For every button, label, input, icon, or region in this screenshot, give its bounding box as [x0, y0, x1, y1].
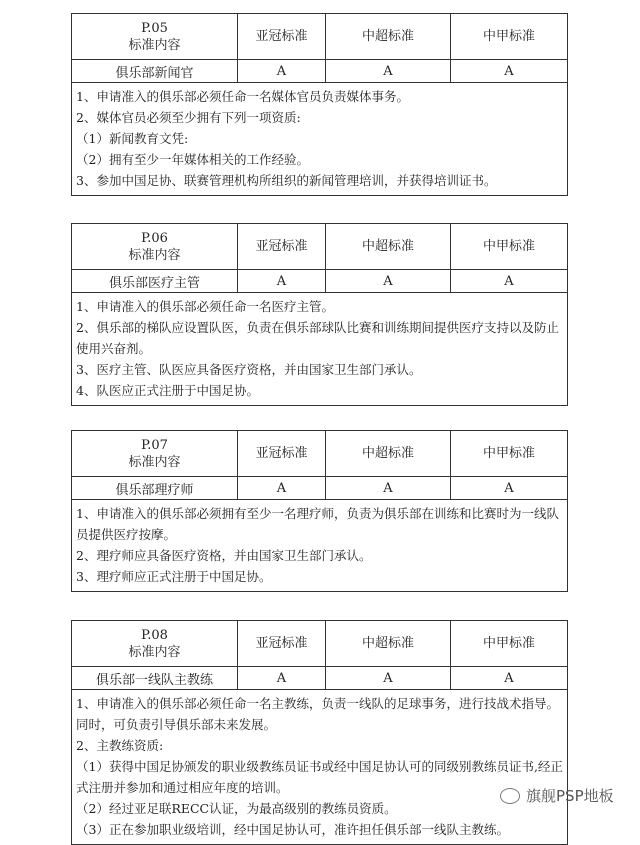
column-header-label: 亚冠标准	[255, 29, 308, 44]
column-header-label: 中超标准	[361, 446, 414, 461]
requirement-line: 3、医疗主管、队医应具备医疗资格，并由国家卫生部门承认。	[76, 362, 422, 377]
wechat-icon	[500, 788, 520, 804]
requirement-line: 1、申请准入的俱乐部必须任命一名医疗主管。	[76, 299, 334, 314]
requirements	[72, 690, 567, 844]
item-name: 俱乐部一线队主教练	[72, 667, 238, 689]
item-name: 俱乐部新闻官	[72, 60, 238, 82]
table-header	[72, 431, 567, 477]
column-header	[451, 224, 567, 269]
standard-table	[71, 430, 568, 592]
header-code-cell	[72, 14, 238, 59]
header-label: 标准内容	[128, 454, 181, 470]
column-header	[326, 431, 451, 476]
standard-table	[71, 620, 568, 845]
column-header	[238, 431, 326, 476]
requirement-line: 2、主教练资质:	[76, 738, 164, 753]
header-label: 标准内容	[128, 247, 181, 263]
requirement-line: 3、理疗师应正式注册于中国足协。	[76, 569, 272, 584]
grade-cell: A	[238, 270, 326, 292]
column-header	[451, 621, 567, 666]
table-header	[72, 14, 567, 60]
column-header	[238, 224, 326, 269]
column-header	[326, 14, 451, 59]
grade-cell: A	[238, 477, 326, 499]
header-code-cell	[72, 431, 238, 476]
column-header	[326, 224, 451, 269]
column-header	[451, 431, 567, 476]
column-header-label: 亚冠标准	[255, 636, 308, 651]
column-header-label: 中超标准	[361, 29, 414, 44]
grade-cell: A	[238, 60, 326, 82]
standard-code: P.06	[141, 230, 168, 246]
requirements	[72, 500, 567, 591]
grade-cell: A	[326, 477, 451, 499]
requirement-line: 1、申请准入的俱乐部必须任命一名主教练，负责一线队的足球事务，进行技战术指导。同时，可负责引导俱乐部未来发展。	[76, 696, 559, 732]
requirement-line: 2、媒体官员必须至少拥有下列一项资质:	[76, 110, 301, 125]
column-header	[451, 14, 567, 59]
column-header-label: 中甲标准	[482, 29, 535, 44]
requirement-line: （1）新闻教育文凭:	[76, 131, 189, 146]
table-header	[72, 621, 567, 667]
requirement-line: （3）正在参加职业级培训，经中国足协认可，准许担任俱乐部一线队主教练。	[76, 822, 509, 837]
standard-code: P.07	[141, 437, 168, 453]
grade-cell: A	[326, 270, 451, 292]
header-label: 标准内容	[128, 37, 181, 53]
column-header-label: 中超标准	[361, 239, 414, 254]
requirement-line: 2、理疗师应具备医疗资格，并由国家卫生部门承认。	[76, 548, 372, 563]
column-header	[326, 621, 451, 666]
grade-cell: A	[238, 667, 326, 689]
standard-code: P.05	[141, 20, 168, 36]
column-header-label: 中超标准	[361, 636, 414, 651]
column-header-label: 中甲标准	[482, 636, 535, 651]
standard-table	[71, 223, 568, 406]
watermark	[500, 785, 614, 806]
requirement-line: 2、俱乐部的梯队应设置队医，负责在俱乐部球队比赛和训练期间提供医疗支持以及防止使用兴奋剂。	[76, 320, 559, 356]
grade-cell: A	[326, 60, 451, 82]
requirements	[72, 83, 567, 195]
table-row	[72, 60, 567, 83]
column-header-label: 亚冠标准	[255, 446, 308, 461]
header-code-cell	[72, 621, 238, 666]
table-row	[72, 270, 567, 293]
requirements	[72, 293, 567, 405]
column-header	[238, 621, 326, 666]
column-header	[238, 14, 326, 59]
grade-cell: A	[504, 63, 514, 79]
standard-table	[71, 13, 568, 196]
header-code-cell	[72, 224, 238, 269]
requirement-line: （1）获得中国足协颁发的职业级教练员证书或经中国足协认可的同级别教练员证书,经正式注册并参加和通过相应年度的培训。	[76, 759, 563, 795]
table-row	[72, 477, 567, 500]
requirement-line: （2）经过亚足联RECC认证，为最高级别的教练员资质。	[76, 801, 397, 816]
requirement-line: （2）拥有至少一年媒体相关的工作经验。	[76, 152, 309, 167]
requirement-line: 4、队医应正式注册于中国足协。	[76, 383, 259, 398]
requirement-line: 3、参加中国足协、联赛管理机构所组织的新闻管理培训，并获得培训证书。	[76, 173, 497, 188]
grade-cell: A	[504, 670, 514, 686]
standard-code: P.08	[141, 627, 168, 643]
column-header-label: 亚冠标准	[255, 239, 308, 254]
requirement-line: 1、申请准入的俱乐部必须任命一名媒体官员负责媒体事务。	[76, 89, 409, 104]
table-header	[72, 224, 567, 270]
item-name: 俱乐部理疗师	[72, 477, 238, 499]
grade-cell: A	[504, 480, 514, 496]
column-header-label: 中甲标准	[482, 239, 535, 254]
grade-cell: A	[326, 667, 451, 689]
item-name: 俱乐部医疗主管	[72, 270, 238, 292]
column-header-label: 中甲标准	[482, 446, 535, 461]
header-label: 标准内容	[128, 644, 181, 660]
grade-cell: A	[504, 273, 514, 289]
table-row	[72, 667, 567, 690]
requirement-line: 1、申请准入的俱乐部必须拥有至少一名理疗师，负责为俱乐部在训练和比赛时为一线队员提供医疗按摩。	[76, 506, 559, 542]
watermark-text: 旗舰PSP地板	[526, 787, 614, 805]
